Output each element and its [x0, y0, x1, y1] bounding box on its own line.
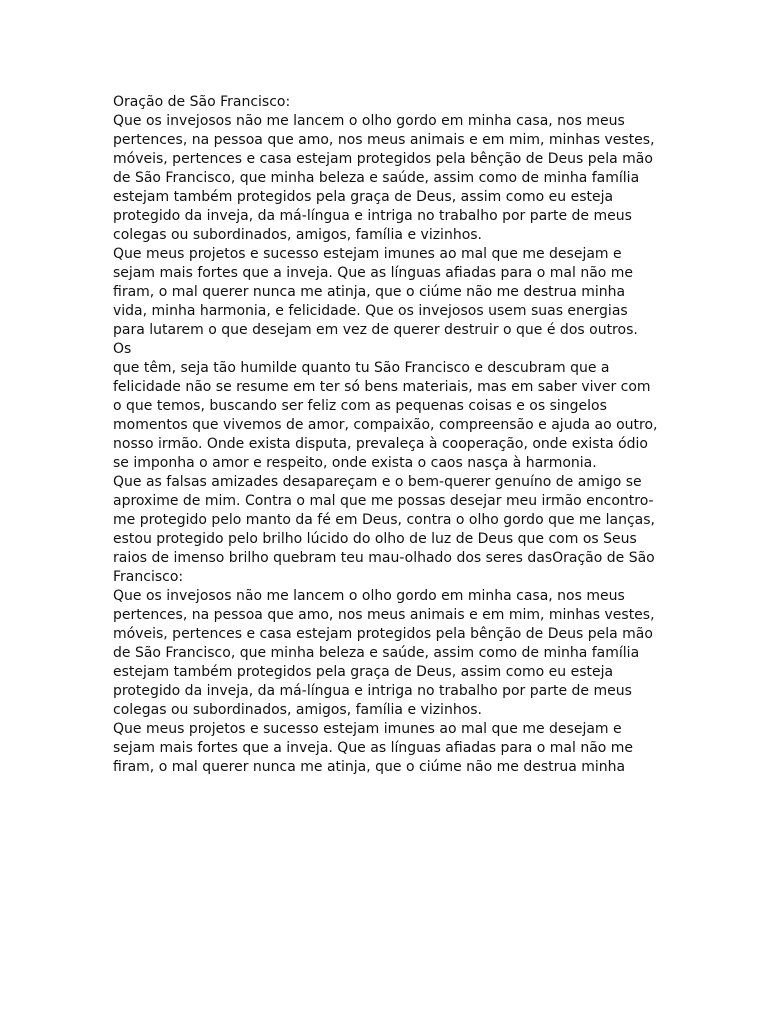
paragraph-5: Que meus projetos e sucesso estejam imunes ao mal que me desejam e sejam mais fortes que a inveja. Que as línguas afiadas para o mal não me firam, o mal querer nunca me atinja, que o ciúme não me destrua minha: [113, 721, 634, 775]
paragraph-2: Que meus projetos e sucesso estejam imunes ao mal que me desejam e sejam mais fortes que a inveja. Que as línguas afiadas para o mal não me firam, o mal querer nunca me atinja, que o ciúme não me destrua minha vida, minha harmonia, e felicidade. Que os invejosos usem suas energias para lutarem o que desejam em vez de querer destruir o que é dos outros. Os que têm, seja tão humilde quanto tu São Francisco e descubram que a felicidade não se resume em ter só bens materiais, mas em saber viver com o que temos, buscando ser feliz com as pequenas coisas e os singelos momentos que vivemos de amor, compaixão, compreensão e ajuda ao outro, nosso irmão. Onde exista disputa, prevaleça à cooperação, onde exista ódio se imponha o amor e respeito, onde exista o caos nasça à harmonia.: [113, 246, 658, 471]
document-title: Oração de São Francisco:: [113, 94, 291, 110]
document-page: [113, 93, 658, 777]
paragraph-3: Que as falsas amizades desapareçam e o bem-querer genuíno de amigo se aproxime de mim. Contra o mal que me possas desejar meu irmão encontro- me protegido pelo manto da fé em Deus, contra o olho gordo que me lanças, estou protegido pelo brilho lúcido do olho de luz de Deus que com os Seus raios de imenso brilho quebram teu mau-olhado dos seres dasOração de São Francisco:: [113, 474, 655, 585]
paragraph-1: Que os invejosos não me lancem o olho gordo em minha casa, nos meus pertences, na pessoa que amo, nos meus animais e em mim, minhas vestes, móveis, pertences e casa estejam protegidos pela bênção de Deus pela mão de São Francisco, que minha beleza e saúde, assim como de minha família estejam também protegidos pela graça de Deus, assim como eu esteja protegido da inveja, da má-língua e intriga no trabalho por parte de meus colegas ou subordinados, amigos, família e vizinhos.: [113, 113, 655, 243]
paragraph-4: Que os invejosos não me lancem o olho gordo em minha casa, nos meus pertences, na pessoa que amo, nos meus animais e em mim, minhas vestes, móveis, pertences e casa estejam protegidos pela bênção de Deus pela mão de São Francisco, que minha beleza e saúde, assim como de minha família estejam também protegidos pela graça de Deus, assim como eu esteja protegido da inveja, da má-língua e intriga no trabalho por parte de meus colegas ou subordinados, amigos, família e vizinhos.: [113, 588, 655, 718]
